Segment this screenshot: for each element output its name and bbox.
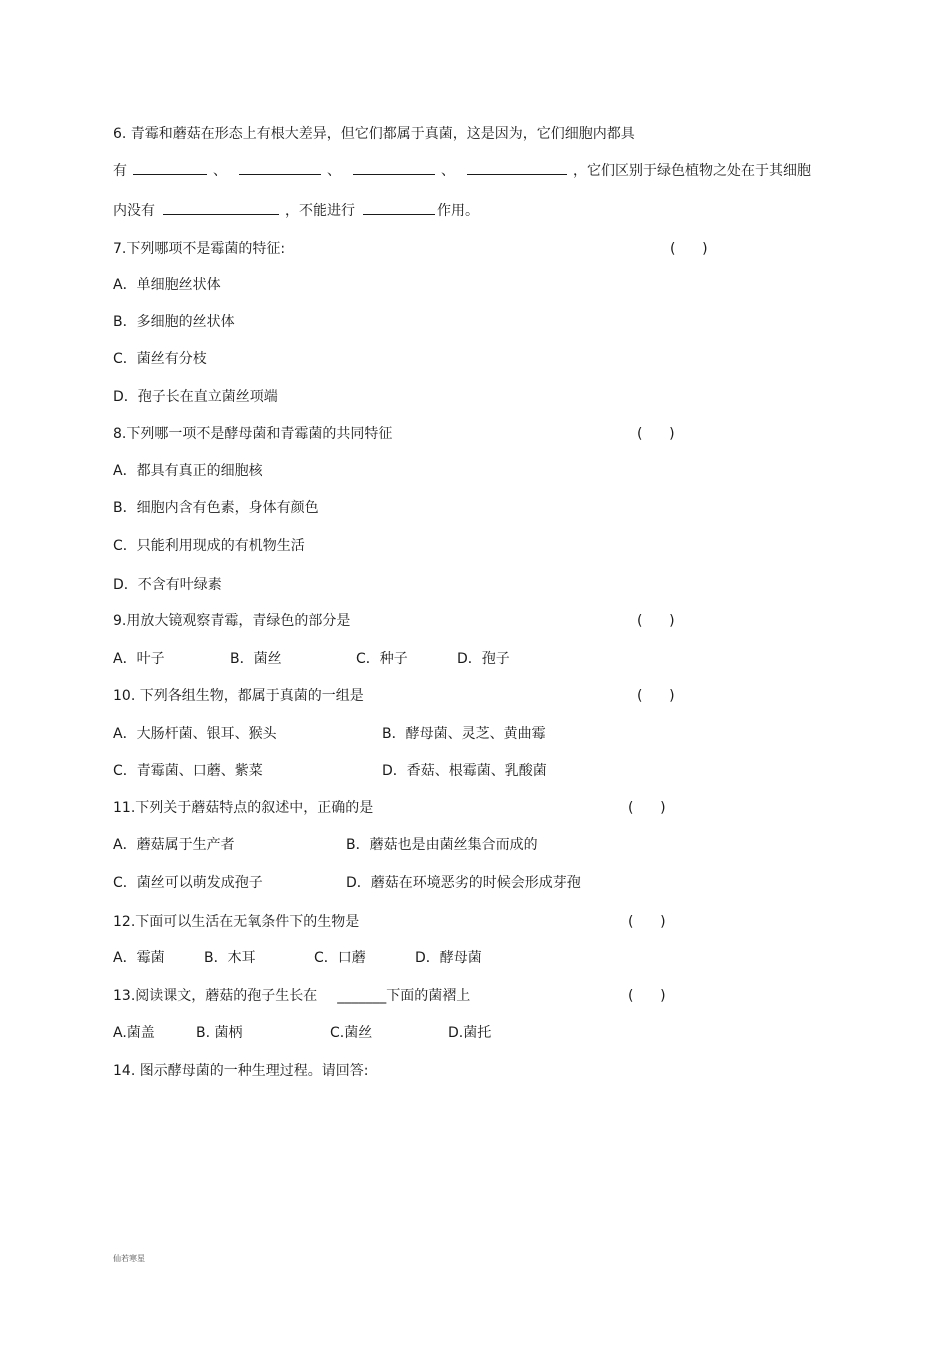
page-footer: 仙若寒星 — [113, 1254, 145, 1263]
q11-answer-paren[interactable]: ( ) — [628, 800, 666, 816]
q9-option-d: D．孢子 — [457, 651, 510, 667]
q13-option-a: A.菌盖 — [113, 1025, 155, 1041]
q11-option-d: D．蘑菇在环境恶劣的时候会形成芽孢 — [346, 875, 581, 891]
q12-answer-paren[interactable]: ( ) — [628, 914, 666, 930]
q6-sep-2: 、 — [327, 163, 341, 179]
q8-option-c: C．只能利用现成的有机物生活 — [113, 538, 305, 554]
q13-stem — [113, 986, 470, 1006]
q12-option-d: D．酵母菌 — [415, 950, 482, 966]
q10-option-c: C．青霉菌、口蘑、紫菜 — [113, 763, 263, 779]
q6-line1: 6. 青霉和蘑菇在形态上有根大差异，但它们都属于真菌，这是因为，它们细胞内都具 — [113, 126, 635, 142]
q7-option-d: D．孢子长在直立菌丝项端 — [113, 389, 278, 405]
q12-stem: 12.下面可以生活在无氧条件下的生物是 — [113, 914, 360, 930]
q13-blank[interactable]: _______ — [337, 988, 387, 1004]
q6-sep-1: 、 — [213, 163, 227, 179]
q6-blank-1[interactable] — [133, 160, 207, 175]
q6-sep-3: 、 — [441, 163, 455, 179]
q10-option-a: A．大肠杆菌、银耳、猴头 — [113, 726, 277, 742]
q6-line3-mid: ，不能进行 — [285, 203, 355, 219]
q7-option-c: C．菌丝有分枝 — [113, 351, 207, 367]
q9-answer-paren[interactable]: ( ) — [637, 613, 675, 629]
q6-blank-5[interactable] — [163, 200, 279, 215]
q8-stem: 8.下列哪一项不是酵母菌和青霉菌的共同特征 — [113, 426, 393, 442]
q12-option-b: B．木耳 — [204, 950, 256, 966]
q9-option-b: B．菌丝 — [230, 651, 282, 667]
q6-blank-3[interactable] — [353, 160, 435, 175]
q9-stem: 9.用放大镜观察青霉，青绿色的部分是 — [113, 613, 351, 629]
q7-option-a: A．单细胞丝状体 — [113, 277, 221, 293]
q13-option-b: B. 菌柄 — [196, 1025, 243, 1041]
q10-stem: 10. 下列各组生物，都属于真菌的一组是 — [113, 688, 364, 704]
q6-line2 — [113, 160, 811, 180]
q7-stem: 7.下列哪项不是霉菌的特征: — [113, 241, 286, 257]
q12-option-c: C．口蘑 — [314, 950, 366, 966]
q13-stem-suffix: 下面的菌褶上 — [386, 988, 471, 1004]
q6-line3-prefix: 内没有 — [113, 203, 155, 219]
q6-blank-6[interactable] — [363, 200, 435, 215]
q9-option-a: A．叶子 — [113, 651, 165, 667]
q6-line2-suffix: ，它们区别于绿色植物之处在于其细胞 — [573, 163, 811, 179]
q8-answer-paren[interactable]: ( ) — [637, 426, 675, 442]
q10-answer-paren[interactable]: ( ) — [637, 688, 675, 704]
q6-line3 — [113, 200, 479, 220]
q6-line2-prefix: 有 — [113, 163, 127, 179]
q8-option-b: B．细胞内含有色素，身体有颜色 — [113, 500, 319, 516]
q10-option-d: D．香菇、根霉菌、乳酸菌 — [382, 763, 547, 779]
q8-option-a: A．都具有真正的细胞核 — [113, 463, 263, 479]
q13-option-c: C.菌丝 — [330, 1025, 373, 1041]
q13-stem-prefix: 13.阅读课文，蘑菇的孢子生长在 — [113, 988, 318, 1004]
q14-stem: 14. 图示酵母菌的一种生理过程。请回答: — [113, 1063, 369, 1079]
q12-option-a: A．霉菌 — [113, 950, 165, 966]
q11-stem: 11.下列关于蘑菇特点的叙述中，正确的是 — [113, 800, 374, 816]
q6-blank-4[interactable] — [467, 160, 567, 175]
q8-option-d: D．不含有叶绿素 — [113, 577, 222, 593]
q13-answer-paren[interactable]: ( ) — [628, 988, 666, 1004]
q6-blank-2[interactable] — [239, 160, 321, 175]
q11-option-b: B．蘑菇也是由菌丝集合而成的 — [346, 837, 538, 853]
q13-option-d: D.菌托 — [448, 1025, 492, 1041]
q10-option-b: B．酵母菌、灵芝、黄曲霉 — [382, 726, 546, 742]
q6-line3-suffix: 作用。 — [437, 203, 479, 219]
q9-option-c: C．种子 — [356, 651, 408, 667]
q11-option-c: C．菌丝可以萌发成孢子 — [113, 875, 263, 891]
q11-option-a: A．蘑菇属于生产者 — [113, 837, 235, 853]
q7-option-b: B．多细胞的丝状体 — [113, 314, 235, 330]
q7-answer-paren[interactable]: ( ) — [670, 241, 708, 257]
